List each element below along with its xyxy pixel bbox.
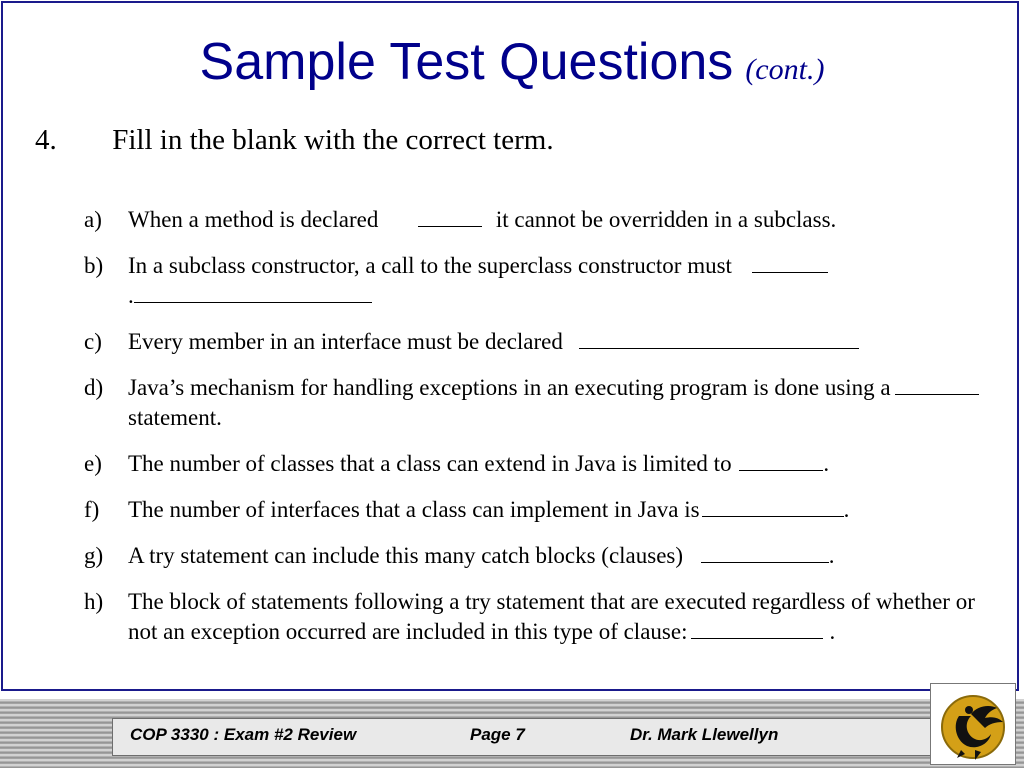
answer-blank[interactable] xyxy=(134,286,372,303)
item-text xyxy=(128,251,1004,311)
footer-page-number: Page 7 xyxy=(470,725,525,744)
item-label: h) xyxy=(84,589,104,614)
item-label: b) xyxy=(84,253,104,278)
item-text-part: Java’s mechanism for handling exceptions in an executing program is done using a xyxy=(128,375,891,400)
list-item-f xyxy=(84,495,1004,525)
logo-frame xyxy=(930,683,1016,765)
item-label: f) xyxy=(84,497,100,522)
item-text xyxy=(128,327,1004,357)
title-sub: (cont.) xyxy=(745,53,825,86)
answer-blank[interactable] xyxy=(579,332,859,349)
list-item-g xyxy=(84,541,1004,571)
answer-blank[interactable] xyxy=(752,256,828,273)
item-text-part: . xyxy=(828,543,835,568)
title-main: Sample Test Questions xyxy=(199,33,734,91)
question-number: 4. xyxy=(35,124,57,156)
item-text xyxy=(128,205,1004,235)
item-label: g) xyxy=(84,543,104,568)
answer-blank[interactable] xyxy=(702,500,844,517)
item-text-part: The block of statements following a try statement that are executed regardless of whether or not an exception occurred are included in this type of clause: xyxy=(128,589,975,644)
answer-blank[interactable] xyxy=(691,622,823,639)
item-text-part: statement. xyxy=(128,405,222,430)
item-text xyxy=(128,495,1004,525)
slide-title xyxy=(0,32,1024,92)
footer-course: COP 3330 : Exam #2 Review xyxy=(130,725,357,744)
item-text-part: . xyxy=(128,283,134,308)
item-text-part: The number of classes that a class can extend in Java is limited to xyxy=(128,451,732,476)
question-heading xyxy=(35,124,554,157)
item-text xyxy=(128,541,1004,571)
answer-blank[interactable] xyxy=(895,378,979,395)
item-text xyxy=(128,587,1004,647)
answer-blank[interactable] xyxy=(701,546,829,563)
footer-author: Dr. Mark Llewellyn xyxy=(630,725,779,744)
item-label: c) xyxy=(84,329,102,354)
ucf-pegasus-logo-icon xyxy=(931,684,1015,764)
item-label: d) xyxy=(84,375,104,400)
item-text-part: Every member in an interface must be declared xyxy=(128,329,563,354)
list-item-d xyxy=(84,373,1004,433)
item-text-part: . xyxy=(843,497,850,522)
item-text-part: . xyxy=(823,451,830,476)
item-text-part: A try statement can include this many catch blocks (clauses) xyxy=(128,543,684,568)
list-item-h xyxy=(84,587,1004,647)
answer-blank[interactable] xyxy=(418,210,482,227)
item-text-part: it cannot be overridden in a subclass. xyxy=(495,207,837,232)
item-label: a) xyxy=(84,207,102,232)
question-items-list xyxy=(84,205,1004,663)
list-item-a xyxy=(84,205,1004,235)
list-item-e xyxy=(84,449,1004,479)
item-text-part: In a subclass constructor, a call to the superclass constructor must xyxy=(128,253,732,278)
item-text xyxy=(128,449,1004,479)
item-label: e) xyxy=(84,451,102,476)
item-text xyxy=(128,373,1004,433)
list-item-b xyxy=(84,251,1004,311)
item-text-part: The number of interfaces that a class can implement in Java is xyxy=(128,497,700,522)
answer-blank[interactable] xyxy=(739,454,823,471)
question-text: Fill in the blank with the correct term. xyxy=(112,124,554,156)
item-text-part: When a method is declared xyxy=(128,207,379,232)
item-text-part: . xyxy=(829,619,836,644)
list-item-c xyxy=(84,327,1004,357)
